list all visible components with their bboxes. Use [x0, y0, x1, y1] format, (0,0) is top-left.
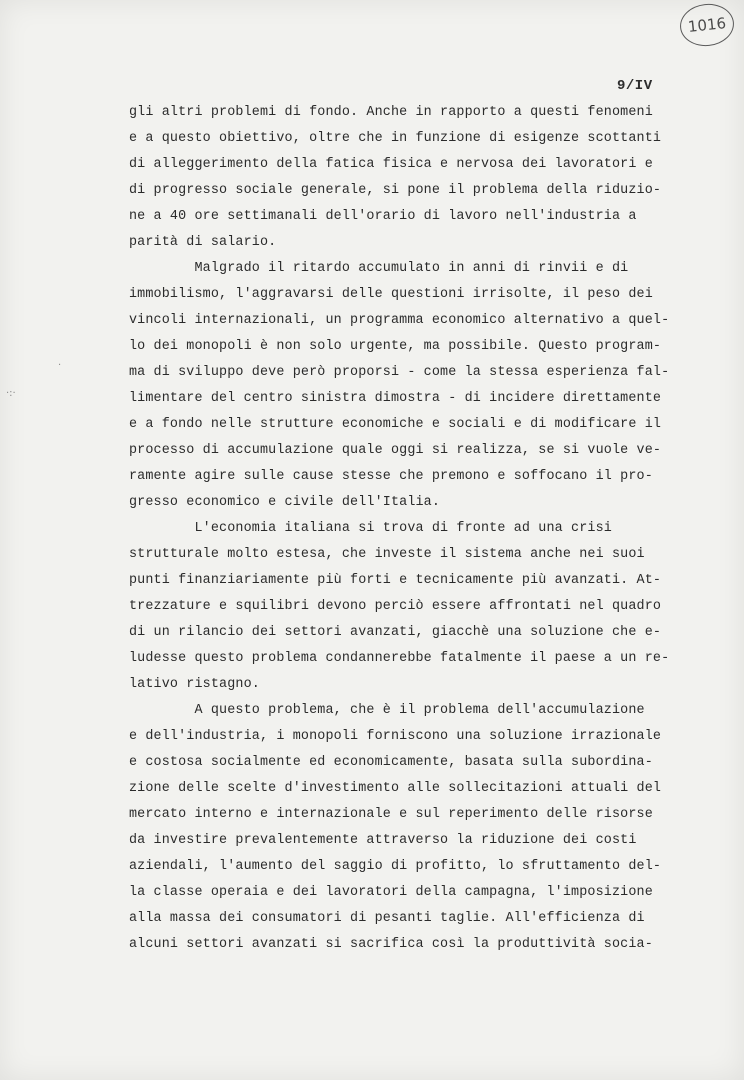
text-line: strutturale molto estesa, che investe il sistema anche nei suoi — [129, 547, 645, 562]
text-line: lativo ristagno. — [129, 677, 260, 692]
text-line: lo dei monopoli è non solo urgente, ma possibile. Questo program- — [129, 339, 662, 354]
page-number: 9/IV — [617, 78, 653, 94]
text-line: zione delle scelte d'investimento alle sollecitazioni attuali del — [129, 781, 662, 796]
text-line: mercato interno e internazionale e sul reperimento delle risorse — [129, 807, 653, 822]
text-line: limentare del centro sinistra dimostra - di incidere direttamente — [129, 391, 662, 406]
margin-mark: ·:· — [6, 388, 16, 399]
margin-mark: · — [58, 360, 62, 371]
text-line: di alleggerimento della fatica fisica e nervosa dei lavoratori e — [129, 157, 653, 172]
text-line: e dell'industria, i monopoli forniscono una soluzione irrazionale — [129, 729, 662, 744]
text-line: Malgrado il ritardo accumulato in anni di rinvii e di — [129, 261, 629, 276]
text-line: alcuni settori avanzati si sacrifica così la produttività socia- — [129, 937, 653, 952]
text-line: da investire prevalentemente attraverso la riduzione dei costi — [129, 833, 637, 848]
text-line: gli altri problemi di fondo. Anche in rapporto a questi fenomeni — [129, 105, 653, 120]
text-line: A questo problema, che è il problema dell'accumulazione — [129, 703, 645, 718]
text-line: la classe operaia e dei lavoratori della campagna, l'imposizione — [129, 885, 653, 900]
text-line: e a questo obiettivo, oltre che in funzione di esigenze scottanti — [129, 131, 662, 146]
text-line: gresso economico e civile dell'Italia. — [129, 495, 441, 510]
text-line: ne a 40 ore settimanali dell'orario di lavoro nell'industria a — [129, 209, 637, 224]
archive-number-stamp: 1016 — [678, 1, 736, 48]
text-line: parità di salario. — [129, 235, 277, 250]
text-line: di progresso sociale generale, si pone il problema della riduzio- — [129, 183, 662, 198]
text-line: alla massa dei consumatori di pesanti taglie. All'efficienza di — [129, 911, 645, 926]
text-line: e a fondo nelle strutture economiche e sociali e di modificare il — [129, 417, 662, 432]
typewritten-body — [129, 100, 709, 958]
text-line: vincoli internazionali, un programma economico alternativo a quel- — [129, 313, 670, 328]
text-line: punti finanziariamente più forti e tecnicamente più avanzati. At- — [129, 573, 662, 588]
text-line: aziendali, l'aumento del saggio di profitto, lo sfruttamento del- — [129, 859, 662, 874]
text-line: trezzature e squilibri devono perciò essere affrontati nel quadro — [129, 599, 662, 614]
text-line: di un rilancio dei settori avanzati, giacchè una soluzione che e- — [129, 625, 662, 640]
text-line: e costosa socialmente ed economicamente, basata sulla subordina- — [129, 755, 653, 770]
text-line: ludesse questo problema condannerebbe fatalmente il paese a un re- — [129, 651, 670, 666]
text-line: processo di accumulazione quale oggi si realizza, se si vuole ve- — [129, 443, 662, 458]
text-line: L'economia italiana si trova di fronte ad una crisi — [129, 521, 612, 536]
text-line: ramente agire sulle cause stesse che premono e soffocano il pro- — [129, 469, 653, 484]
text-line: ma di sviluppo deve però proporsi - come la stessa esperienza fal- — [129, 365, 670, 380]
text-line: immobilismo, l'aggravarsi delle questioni irrisolte, il peso dei — [129, 287, 653, 302]
